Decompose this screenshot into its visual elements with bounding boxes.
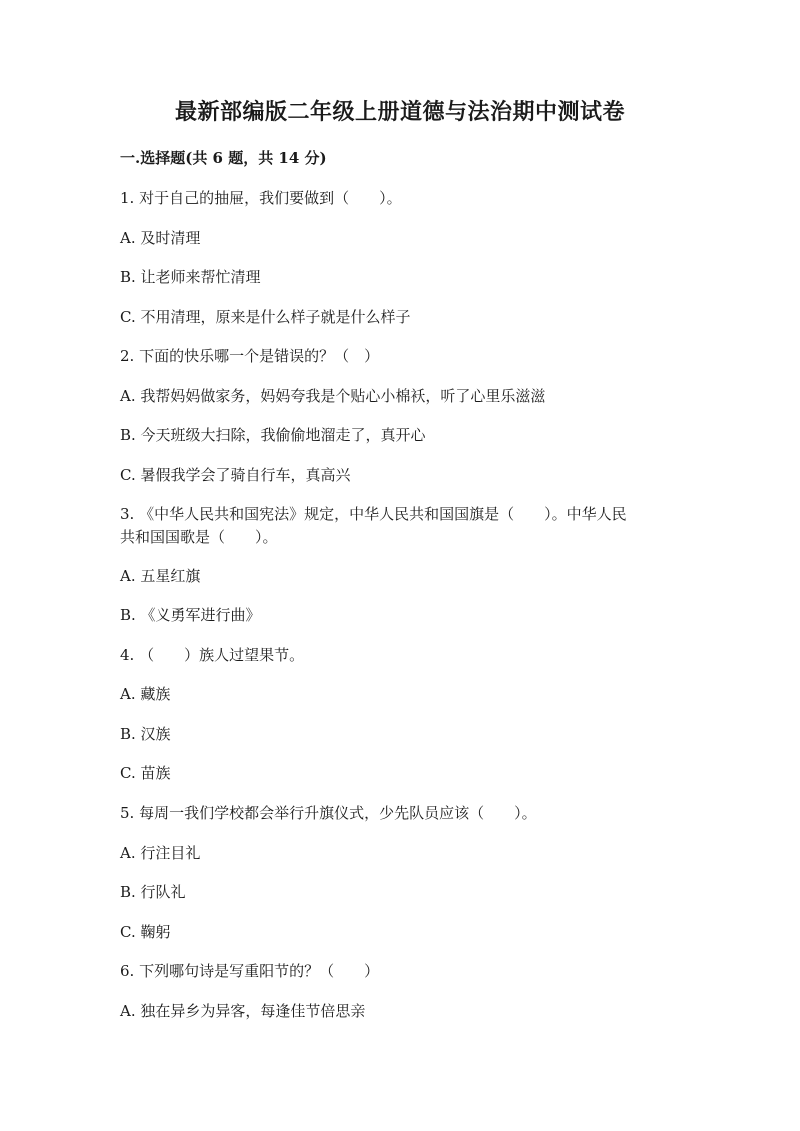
question-1-option-c: C. 不用清理，原来是什么样子就是什么样子 [120,308,411,326]
question-5-option-a: A. 行注目礼 [120,844,201,862]
question-6-stem: 6. 下列哪句诗是写重阳节的？（ ） [120,962,380,980]
question-2-stem: 2. 下面的快乐哪一个是错误的？（ ） [120,347,380,365]
question-5-option-c: C. 鞠躬 [120,923,171,941]
question-6-option-a: A. 独在异乡为异客，每逢佳节倍思亲 [120,1002,366,1020]
question-3-option-a: A. 五星红旗 [120,567,201,585]
section-heading: 一.选择题(共 6 题，共 14 分) [120,149,327,167]
question-3-option-b: B. 《义勇军进行曲》 [120,606,261,624]
exam-title: 最新部编版二年级上册道德与法治期中测试卷 [174,99,625,125]
question-4-option-c: C. 苗族 [120,764,171,782]
question-1-stem: 1. 对于自己的抽屉，我们要做到（ ）。 [120,189,402,207]
question-5-option-b: B. 行队礼 [120,883,186,901]
question-3-stem-line-2: 共和国国歌是（ ）。 [120,528,278,546]
question-1-option-a: A. 及时清理 [120,229,201,247]
question-5-stem: 5. 每周一我们学校都会举行升旗仪式，少先队员应该（ ）。 [120,804,537,822]
question-3-stem-line-1: 3. 《中华人民共和国宪法》规定，中华人民共和国国旗是（ ）。中华人民 [120,505,627,523]
question-1-option-b: B. 让老师来帮忙清理 [120,268,261,286]
question-2-option-c: C. 暑假我学会了骑自行车，真高兴 [120,466,351,484]
question-4-option-a: A. 藏族 [120,685,171,703]
question-2-option-a: A. 我帮妈妈做家务，妈妈夸我是个贴心小棉袄，听了心里乐滋滋 [120,387,546,405]
question-4-option-b: B. 汉族 [120,725,171,743]
question-4-stem: 4. （ ）族人过望果节。 [120,646,305,664]
question-2-option-b: B. 今天班级大扫除，我偷偷地溜走了，真开心 [120,426,426,444]
